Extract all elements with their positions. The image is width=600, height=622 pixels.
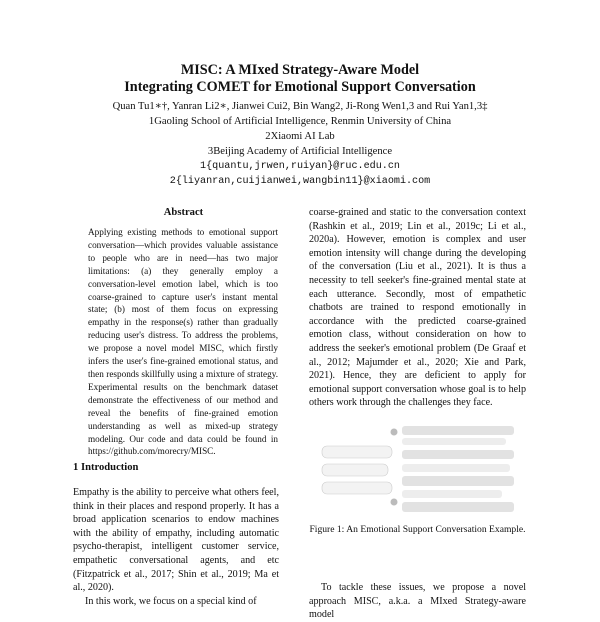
- affiliation-1: 1Gaoling School of Artificial Intelligence, Renmin University of China: [148, 116, 452, 127]
- paper-title-line2: Integrating COMET for Emotional Support Conversation: [124, 79, 476, 95]
- abstract-heading: Abstract: [163, 207, 204, 218]
- introduction-text-2: In this work, we focus on a special kind of: [85, 595, 257, 607]
- email-line-2: 2{liyanran,cuijianwei,wangbin11}@xiaomi.com: [169, 176, 431, 187]
- affiliation-2: 2Xiaomi AI Lab: [265, 131, 335, 142]
- introduction-text: Empathy is the ability to perceive what others feel, think in their places and respond properly. It has a broad application scenarios to endow machines with the ability of empathy, including automatic psycho-therapist, intelligent customer service, empathetic conversational agents, and etc (Fitzpatrick et al., 2017; Shin et al., 2019; Ma et al., 2020).: [73, 487, 279, 594]
- figure-1-graphic: [318, 424, 518, 516]
- author-list: Quan Tu1∗†, Yanran Li2∗, Jianwei Cui2, Bin Wang2, Ji-Rong Wen1,3 and Rui Yan1,3‡: [112, 101, 488, 112]
- figure-1-caption: Figure 1: An Emotional Support Conversation Example.: [309, 524, 526, 535]
- affiliation-3: 3Beijing Academy of Artificial Intelligence: [207, 146, 393, 157]
- section-heading-introduction: 1 Introduction: [73, 462, 139, 473]
- email-line-1: 1{quantu,jrwen,ruiyan}@ruc.edu.cn: [200, 161, 400, 172]
- right-column-paragraph: coarse-grained and static to the conversation context (Rashkin et al., 2019; Lin et al., 2019c; Li et al., 2020a). However, emotion is complex and user emotion intensity will change during the developing of the conversation (Liu et al., 2021). It is thus a necessity to tell seeker's fine-grained mental state at each utterance. Secondly, most of empathetic chatbots are trained to respond emotionally in accordance with the predicted coarse-grained emotion class, without consideration on how to address the seeker's emotional problem (De Graaf et al., 2012; Majumder et al., 2020; Xie and Park, 2021). Hence, they are deficient to apply for emotional support conversation whose goal is to help others work through the challenges they face.: [309, 207, 526, 409]
- figure-1: [318, 424, 518, 516]
- abstract-text: Applying existing methods to emotional support conversation—which provides valuable assistance to people who are in need—has two major limitations: (a) they generally employ a conversation-level emotion label, which is too coarse-grained to capture user's instant mental state; (b) most of them focus on expressing empathy in the response(s) rather than gradually reducing user's distress. To address the problems, we propose a novel model MISC, which firstly infers the user's fine-grained emotional status, and then responds skillfully using a mixture of strategy. Experimental results on the benchmark dataset demonstrate the effectiveness of our method and reveal the benefits of fine-grained emotion understanding as well as mixed-up strategy modeling. Our code and data could be found in https://github.com/morecry/MISC.: [88, 227, 278, 457]
- paper-title-line1: MISC: A MIxed Strategy-Aware Model: [180, 62, 420, 78]
- right-column-tail: To tackle these issues, we propose a novel approach MISC, a.k.a. a MIxed Strategy-aware model: [309, 582, 526, 621]
- introduction-paragraph: [73, 486, 279, 608]
